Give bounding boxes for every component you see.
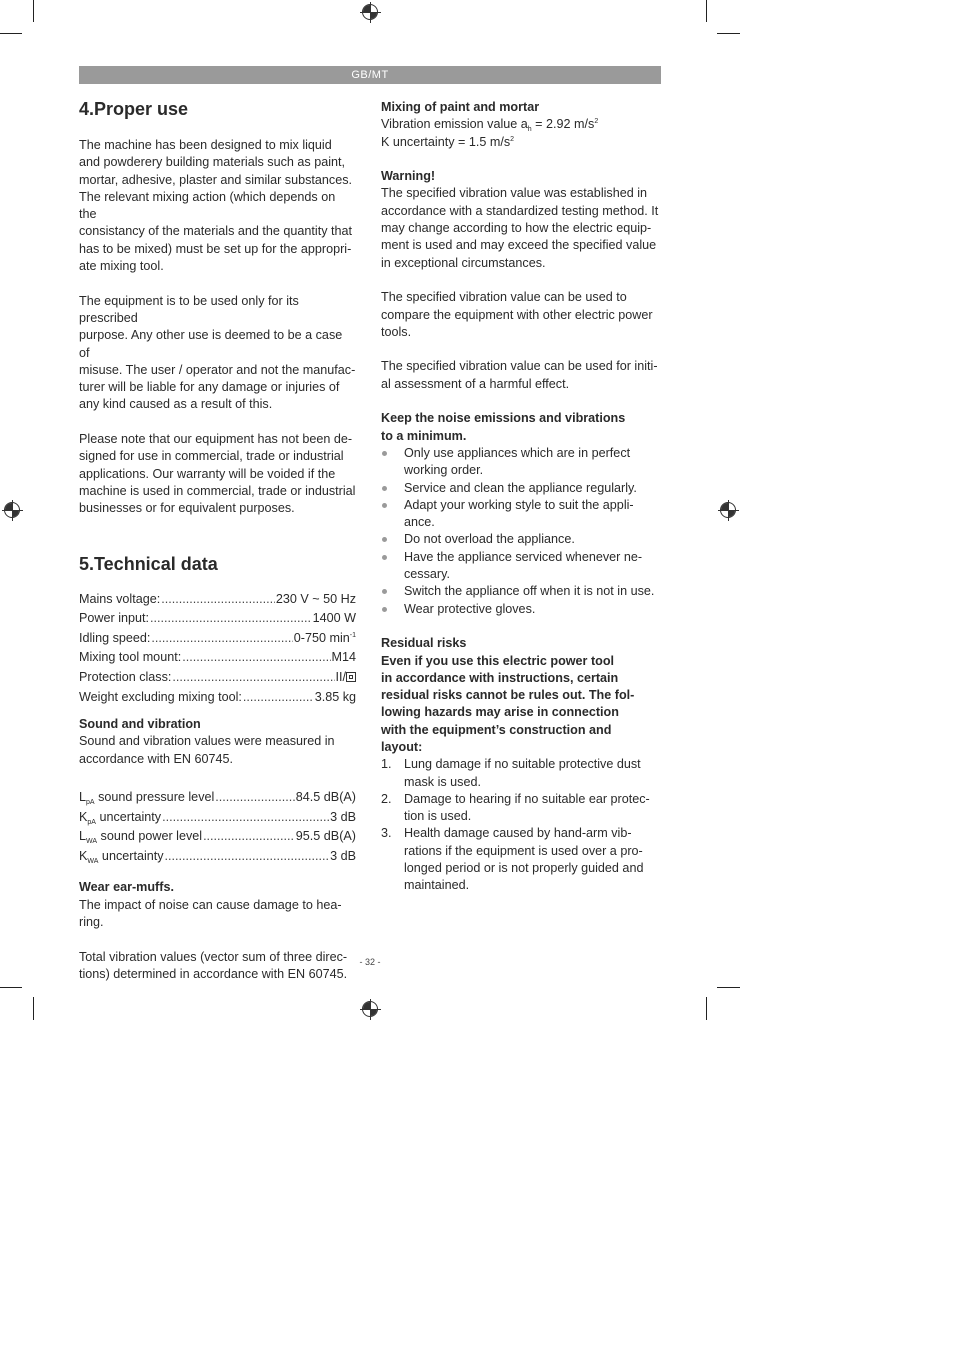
spec-row-protection-class: Protection class: ..... II/ <box>79 669 356 689</box>
list-item: Adapt your working style to suit the appli- ance. <box>381 497 661 532</box>
spec-row-mains-voltage: Mains voltage: ..... 230 V ~ 50 Hz <box>79 591 356 611</box>
crop-mark <box>706 0 707 22</box>
sound-vibration-heading: Sound and vibration <box>79 717 201 732</box>
total-vibration-text: Total vibration values (vector sum of three direc- tions) determined in accordance with EN 60745. <box>79 949 348 981</box>
list-item: 3. Health damage caused by hand-arm vib- rations if the equipment is used over a pro- longed period or is not properly guided and maintained. <box>381 826 644 893</box>
language-code: GB/MT <box>351 69 389 81</box>
protection-class-ii-icon <box>346 672 356 682</box>
noise-row: $K_{WA}$ uncertainty ..... 3 dB <box>79 848 356 868</box>
spec-row-mixing-tool-mount: Mixing tool mount: ..... M14 <box>79 649 356 669</box>
registration-mark-icon <box>362 1001 378 1017</box>
proper-use-paragraph-2: The equipment is to be used only for its prescribed purpose. Any other use is deemed to be a case of misuse. The user / operator and not the manufac- turer will be liable for any damage or injuries of any kind caused as a result of this. <box>79 293 356 412</box>
spec-row-power-input: Power input: ..... 1400 W <box>79 610 356 630</box>
language-header-bar <box>79 66 661 84</box>
spec-row-weight: Weight excluding mixing tool: ..... 3.85 kg <box>79 689 356 709</box>
registration-mark-icon <box>4 502 20 518</box>
registration-mark-icon <box>362 4 378 20</box>
list-item: Have the appliance serviced whenever ne- cessary. <box>381 549 661 584</box>
list-item: 1. Lung damage if no suitable protective dust mask is used. <box>381 757 641 789</box>
crop-mark <box>0 987 22 988</box>
left-column <box>79 96 356 983</box>
initial-assessment-text: The specified vibration value can be used for initi- al assessment of a harmful effect. <box>381 359 658 391</box>
list-item: Service and clean the appliance regularly. <box>381 480 661 497</box>
proper-use-paragraph-1: The machine has been designed to mix liquid and powderery building materials such as paint, mortar, adhesive, plaster and similar substances. The relevant mixing action (which depends on the consistancy of the materials and the quantity that has to be mixed) must be set up for the appropri- ate mixing tool. <box>79 138 353 274</box>
sound-vibration-text: Sound and vibration values were measured in accordance with EN 60745. <box>79 734 335 766</box>
crop-mark <box>717 987 740 988</box>
crop-mark <box>0 33 22 34</box>
noise-list <box>79 789 356 867</box>
mixing-heading: Mixing of paint and mortar <box>381 100 540 114</box>
registration-mark-icon <box>720 502 736 518</box>
residual-risks-warning: Even if you use this electric power tool in accordance with instructions, certain residual risks cannot be rules out. The fol- lowing hazards may arise in connection with the equipment’s construction and layout: <box>381 653 635 754</box>
noise-row: $L_{pA}$ sound pressure level ..... 84.5 dB(A) <box>79 789 356 809</box>
crop-mark <box>33 0 34 22</box>
noise-row: $L_{WA}$ sound power level ..... 95.5 dB(A) <box>79 828 356 848</box>
keep-minimum-heading: Keep the noise emissions and vibrations to a minimum. <box>381 411 626 443</box>
list-item: Wear protective gloves. <box>381 601 661 618</box>
warning-heading: Warning! <box>381 169 436 184</box>
section-title-technical-data: 5.Technical data <box>79 553 218 574</box>
crop-mark <box>33 997 34 1020</box>
right-column <box>381 99 661 895</box>
compare-text: The specified vibration value can be used to compare the equipment with other electric power tools. <box>381 290 653 339</box>
ear-muffs-text: The impact of noise can cause damage to hea- ring. <box>79 897 342 929</box>
proper-use-paragraph-3: Please note that our equipment has not been de- signed for use in commercial, trade or industrial applications. Our warranty will be voided if the machine is used in commercial, trade or industrial businesses or for equivalent purposes. <box>79 432 356 516</box>
residual-risks-heading: Residual risks <box>381 636 467 651</box>
minimize-bullet-list <box>381 445 661 618</box>
page-number: - 32 - <box>359 957 381 967</box>
list-item: 2. Damage to hearing if no suitable ear protec- tion is used. <box>381 791 650 824</box>
section-title-proper-use: 4.Proper use <box>79 99 189 119</box>
risks-numbered-list <box>381 756 661 894</box>
spec-row-idling-speed: Idling speed: ..... 0-750 $\min^{-1}$ <box>79 630 356 650</box>
list-item: Switch the appliance off when it is not in use. <box>381 583 661 600</box>
k-uncertainty-value: K uncertainty = 1.5 $m/s^2$ <box>381 134 515 149</box>
vibration-emission-value: Vibration emission value $a_h = 2.92$ $m/s^2$ <box>381 117 599 134</box>
crop-mark <box>717 33 740 34</box>
warning-text: The specified vibration value was established in accordance with a standardized testing method. It may change according to how the electric equip- ment is used and may exceed the specified value in exceptional circumstances. <box>381 186 659 270</box>
list-item: Only use appliances which are in perfect working order. <box>381 445 661 480</box>
spec-list <box>79 591 356 709</box>
crop-mark <box>706 997 707 1020</box>
noise-row: $K_{pA}$ uncertainty ..... 3 dB <box>79 809 356 829</box>
list-item: Do not overload the appliance. <box>381 531 661 548</box>
ear-muffs-heading: Wear ear-muffs. <box>79 880 174 895</box>
